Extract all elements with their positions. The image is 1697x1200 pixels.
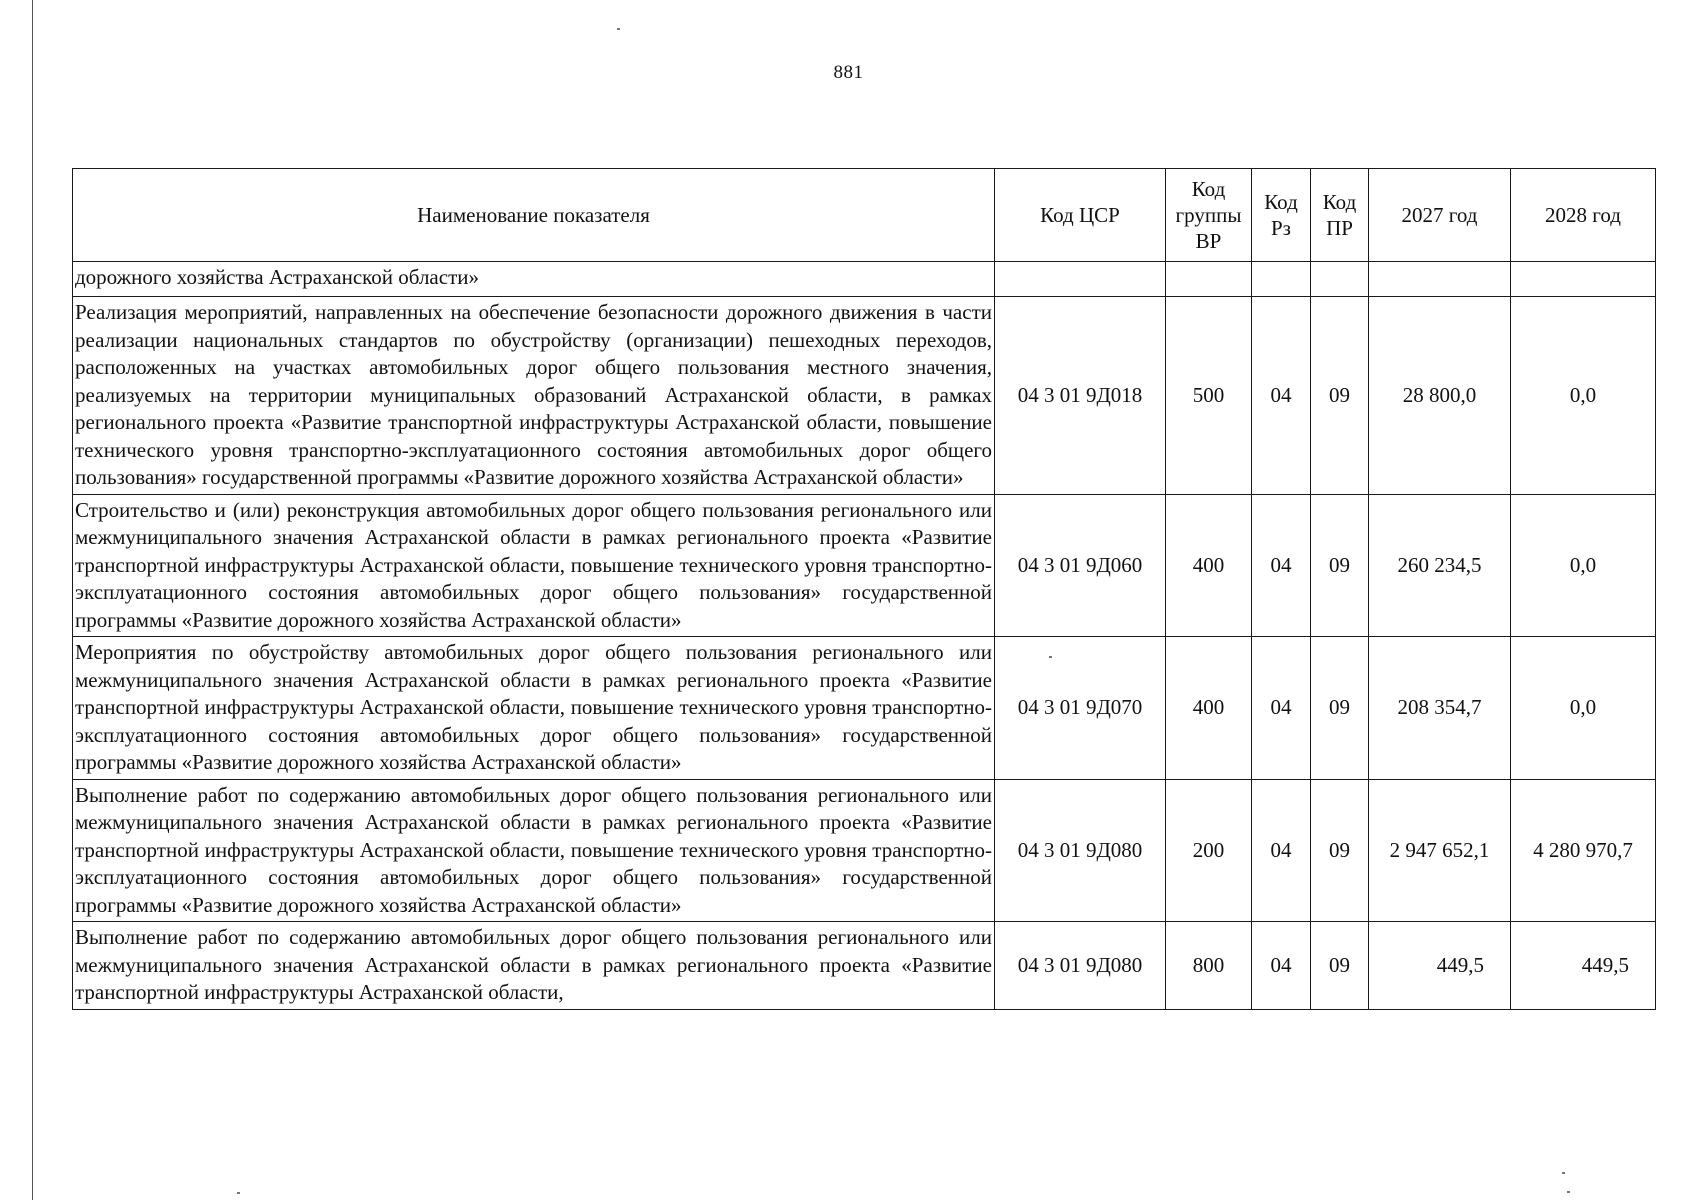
row-pr	[1311, 262, 1369, 297]
row-2028: 0,0	[1511, 637, 1656, 780]
row-pr: 09	[1311, 637, 1369, 780]
table-row	[73, 262, 1656, 297]
row-2028: 0,0	[1511, 297, 1656, 495]
row-vr: 400	[1166, 494, 1252, 637]
scan-speck	[1562, 1172, 1565, 1174]
row-2027: 260 234,5	[1369, 494, 1511, 637]
row-pr: 09	[1311, 297, 1369, 495]
table-row	[73, 922, 1656, 1010]
header-csr: Код ЦСР	[995, 169, 1166, 262]
scan-speck	[237, 1192, 240, 1194]
row-pr: 09	[1311, 779, 1369, 922]
row-csr: 04 3 01 9Д080	[995, 922, 1166, 1010]
header-name: Наименование показателя	[73, 169, 995, 262]
row-2027	[1369, 262, 1511, 297]
row-pr: 09	[1311, 922, 1369, 1010]
row-csr	[995, 262, 1166, 297]
row-csr: 04 3 01 9Д060	[995, 494, 1166, 637]
header-2027: 2027 год	[1369, 169, 1511, 262]
header-pr: Код ПР	[1311, 169, 1369, 262]
row-name: дорожного хозяйства Астраханской области»	[73, 262, 995, 297]
row-csr: 04 3 01 9Д018	[995, 297, 1166, 495]
row-2028	[1511, 262, 1656, 297]
row-csr: 04 3 01 9Д080	[995, 779, 1166, 922]
scan-left-edge-line	[32, 0, 33, 1200]
row-name: Реализация мероприятий, направленных на обеспечение безопасности дорожного движения в части реализации национальных стандартов по обустройству (организации) пешеходных переходов, расположенных на участках автомобильных дорог общего пользования местного значения, реализуемых на территории муниципальных образований Астраханской области, в рамках регионального проекта «Развитие транспортной инфраструктуры Астраханской области, повышение технического уровня транспортно-эксплуатационного состояния автомобильных дорог общего пользования» государственной программы «Развитие дорожного хозяйства Астраханской области»	[73, 297, 995, 495]
row-csr: 04 3 01 9Д070	[995, 637, 1166, 780]
table-row	[73, 637, 1656, 780]
row-vr: 800	[1166, 922, 1252, 1010]
row-vr: 200	[1166, 779, 1252, 922]
row-name: Выполнение работ по содержанию автомобильных дорог общего пользования регионального или межмуниципального значения Астраханской области в рамках регионального проекта «Развитие транспортной инфраструктуры Астраханской области,	[73, 922, 995, 1010]
row-2028: 4 280 970,7	[1511, 779, 1656, 922]
budget-table	[72, 168, 1656, 1010]
row-vr	[1166, 262, 1252, 297]
row-vr: 500	[1166, 297, 1252, 495]
row-rz: 04	[1252, 297, 1311, 495]
table-header-row	[73, 169, 1656, 262]
row-2027: 449,5	[1369, 922, 1511, 1010]
scan-speck	[617, 28, 620, 30]
scan-speck	[1567, 1191, 1570, 1193]
table-row	[73, 494, 1656, 637]
row-rz: 04	[1252, 494, 1311, 637]
row-2028: 449,5	[1511, 922, 1656, 1010]
row-2027: 2 947 652,1	[1369, 779, 1511, 922]
row-2028: 0,0	[1511, 494, 1656, 637]
row-rz	[1252, 262, 1311, 297]
row-name: Мероприятия по обустройству автомобильных дорог общего пользования регионального или межмуниципального значения Астраханской области в рамках регионального проекта «Развитие транспортной инфраструктуры Астраханской области, повышение технического уровня транспортно-эксплуатационного состояния автомобильных дорог общего пользования» государственной программы «Развитие дорожного хозяйства Астраханской области»	[73, 637, 995, 780]
page-number: 881	[833, 62, 864, 83]
row-rz: 04	[1252, 922, 1311, 1010]
row-pr: 09	[1311, 494, 1369, 637]
row-2027: 208 354,7	[1369, 637, 1511, 780]
row-name: Выполнение работ по содержанию автомобильных дорог общего пользования регионального или межмуниципального значения Астраханской области в рамках регионального проекта «Развитие транспортной инфраструктуры Астраханской области, повышение технического уровня транспортно-эксплуатационного состояния автомобильных дорог общего пользования» государственной программы «Развитие дорожного хозяйства Астраханской области»	[73, 779, 995, 922]
row-vr: 400	[1166, 637, 1252, 780]
scan-speck	[1049, 656, 1052, 658]
header-vr: Код группы ВР	[1166, 169, 1252, 262]
row-name: Строительство и (или) реконструкция автомобильных дорог общего пользования регионального или межмуниципального значения Астраханской области в рамках регионального проекта «Развитие транспортной инфраструктуры Астраханской области, повышение технического уровня транспортно-эксплуатационного состояния автомобильных дорог общего пользования» государственной программы «Развитие дорожного хозяйства Астраханской области»	[73, 494, 995, 637]
table-row	[73, 779, 1656, 922]
row-rz: 04	[1252, 637, 1311, 780]
header-2028: 2028 год	[1511, 169, 1656, 262]
row-2027: 28 800,0	[1369, 297, 1511, 495]
table-row	[73, 297, 1656, 495]
header-rz: Код Рз	[1252, 169, 1311, 262]
row-rz: 04	[1252, 779, 1311, 922]
